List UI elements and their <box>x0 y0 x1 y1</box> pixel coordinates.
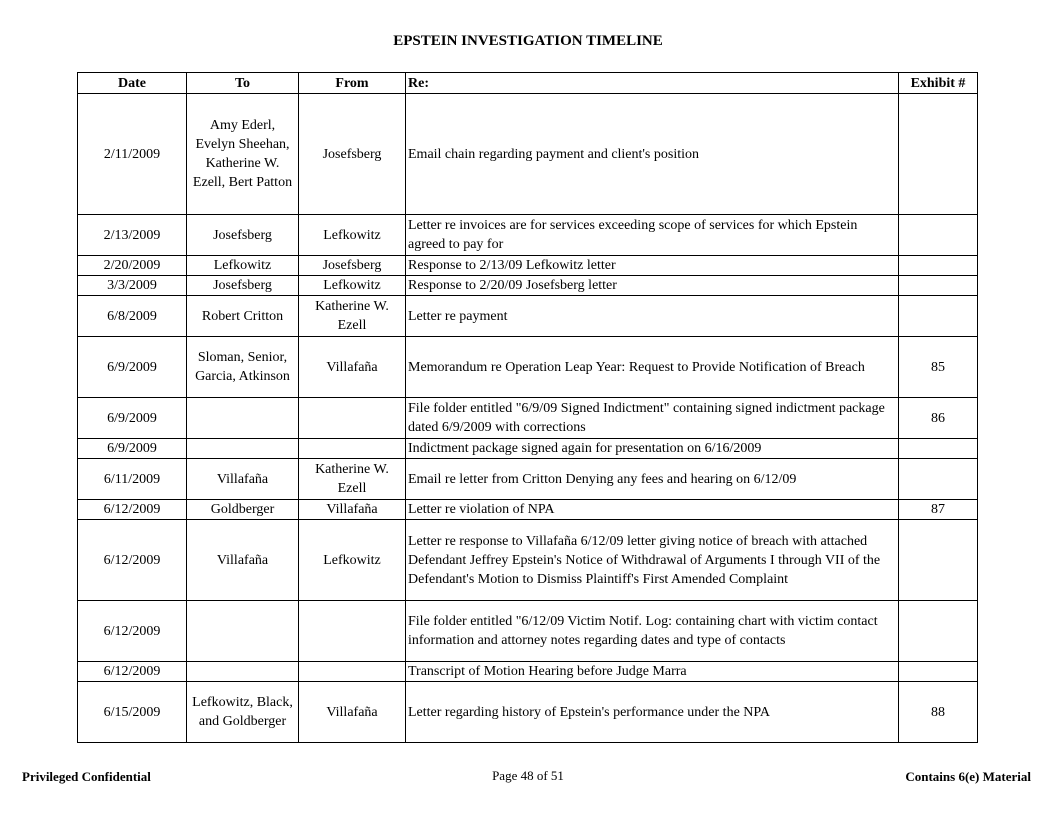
exhibit-cell <box>899 662 978 682</box>
exhibit-cell <box>899 276 978 296</box>
date-cell: 6/9/2009 <box>78 439 187 459</box>
date-cell: 6/12/2009 <box>78 662 187 682</box>
table-row <box>78 215 978 256</box>
table-row <box>78 601 978 662</box>
footer-privileged-label: Privileged Confidential <box>22 769 151 784</box>
exhibit-cell <box>899 601 978 662</box>
to-cell: Sloman, Senior, Garcia, Atkinson <box>187 337 299 398</box>
re-cell: Response to 2/13/09 Lefkowitz letter <box>406 256 899 276</box>
to-cell: Josefsberg <box>187 215 299 256</box>
re-cell: Transcript of Motion Hearing before Judge Marra <box>406 662 899 682</box>
to-cell: Josefsberg <box>187 276 299 296</box>
exhibit-cell: 86 <box>899 398 978 439</box>
re-cell: File folder entitled "6/12/09 Victim Notif. Log: containing chart with victim contact information and attorney notes regarding dates and type of contacts <box>406 601 899 662</box>
date-cell: 2/20/2009 <box>78 256 187 276</box>
from-cell: Lefkowitz <box>299 276 406 296</box>
exhibit-cell <box>899 296 978 337</box>
date-cell: 6/12/2009 <box>78 601 187 662</box>
to-cell: Villafaña <box>187 520 299 601</box>
to-cell <box>187 662 299 682</box>
date-cell: 6/11/2009 <box>78 459 187 500</box>
column-header-exhibit: Exhibit # <box>899 73 978 94</box>
re-cell: File folder entitled "6/9/09 Signed Indictment" containing signed indictment package dated 6/9/2009 with corrections <box>406 398 899 439</box>
from-cell: Katherine W. Ezell <box>299 459 406 500</box>
table-row <box>78 682 978 743</box>
exhibit-cell <box>899 256 978 276</box>
column-header-re: Re: <box>406 73 899 94</box>
from-cell: Josefsberg <box>299 256 406 276</box>
re-cell: Email chain regarding payment and client's position <box>406 94 899 215</box>
to-cell: Villafaña <box>187 459 299 500</box>
re-cell: Letter re invoices are for services exceeding scope of services for which Epstein agreed to pay for <box>406 215 899 256</box>
date-cell: 6/15/2009 <box>78 682 187 743</box>
table-row <box>78 520 978 601</box>
from-cell <box>299 601 406 662</box>
from-cell: Katherine W. Ezell <box>299 296 406 337</box>
to-cell: Goldberger <box>187 500 299 520</box>
exhibit-cell <box>899 459 978 500</box>
exhibit-cell: 87 <box>899 500 978 520</box>
re-cell: Indictment package signed again for presentation on 6/16/2009 <box>406 439 899 459</box>
date-cell: 6/8/2009 <box>78 296 187 337</box>
to-cell: Robert Critton <box>187 296 299 337</box>
to-cell <box>187 398 299 439</box>
from-cell: Lefkowitz <box>299 215 406 256</box>
date-cell: 6/9/2009 <box>78 337 187 398</box>
table-row <box>78 296 978 337</box>
table-row <box>78 398 978 439</box>
table-row <box>78 459 978 500</box>
exhibit-cell <box>899 439 978 459</box>
re-cell: Memorandum re Operation Leap Year: Request to Provide Notification of Breach <box>406 337 899 398</box>
from-cell <box>299 662 406 682</box>
header-row <box>78 73 978 94</box>
exhibit-cell: 88 <box>899 682 978 743</box>
re-cell: Response to 2/20/09 Josefsberg letter <box>406 276 899 296</box>
to-cell: Amy Ederl, Evelyn Sheehan, Katherine W. Ezell, Bert Patton <box>187 94 299 215</box>
from-cell: Lefkowitz <box>299 520 406 601</box>
re-cell: Letter re response to Villafaña 6/12/09 letter giving notice of breach with attached Defendant Jeffrey Epstein's Notice of Withdrawal of Arguments I through VII of the Defendant's Motion to Dismiss Plaintiff's First Amended Complaint <box>406 520 899 601</box>
table-row <box>78 337 978 398</box>
table-row <box>78 256 978 276</box>
table-row <box>78 662 978 682</box>
from-cell <box>299 439 406 459</box>
from-cell <box>299 398 406 439</box>
table-row <box>78 276 978 296</box>
to-cell: Lefkowitz, Black, and Goldberger <box>187 682 299 743</box>
page-title: EPSTEIN INVESTIGATION TIMELINE <box>393 33 663 49</box>
re-cell: Letter re payment <box>406 296 899 337</box>
date-cell: 6/9/2009 <box>78 398 187 439</box>
column-header-to: To <box>187 73 299 94</box>
to-cell <box>187 439 299 459</box>
date-cell: 3/3/2009 <box>78 276 187 296</box>
date-cell: 6/12/2009 <box>78 500 187 520</box>
re-cell: Letter regarding history of Epstein's performance under the NPA <box>406 682 899 743</box>
exhibit-cell <box>899 215 978 256</box>
re-cell: Email re letter from Critton Denying any fees and hearing on 6/12/09 <box>406 459 899 500</box>
date-cell: 2/13/2009 <box>78 215 187 256</box>
date-cell: 6/12/2009 <box>78 520 187 601</box>
footer-page-number: Page 48 of 51 <box>492 768 564 783</box>
timeline-table <box>77 72 978 743</box>
table-row <box>78 94 978 215</box>
table-row <box>78 500 978 520</box>
from-cell: Villafaña <box>299 682 406 743</box>
date-cell: 2/11/2009 <box>78 94 187 215</box>
footer-6e-label: Contains 6(e) Material <box>905 769 1031 784</box>
to-cell: Lefkowitz <box>187 256 299 276</box>
column-header-from: From <box>299 73 406 94</box>
from-cell: Josefsberg <box>299 94 406 215</box>
exhibit-cell <box>899 520 978 601</box>
to-cell <box>187 601 299 662</box>
from-cell: Villafaña <box>299 500 406 520</box>
exhibit-cell: 85 <box>899 337 978 398</box>
from-cell: Villafaña <box>299 337 406 398</box>
column-header-date: Date <box>78 73 187 94</box>
table-row <box>78 439 978 459</box>
exhibit-cell <box>899 94 978 215</box>
re-cell: Letter re violation of NPA <box>406 500 899 520</box>
